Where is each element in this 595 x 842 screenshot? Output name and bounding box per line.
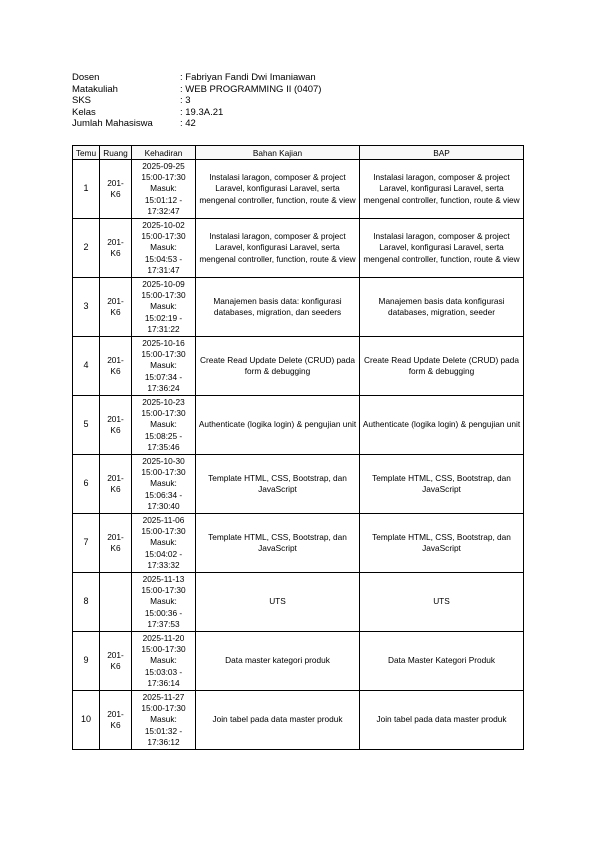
cell-bap: Authenticate (logika login) & pengujian unit xyxy=(360,396,524,455)
sks-row xyxy=(72,95,321,107)
cell-kehadiran xyxy=(132,632,196,691)
kehadiran-masuk: 15:02:19 - xyxy=(144,312,183,323)
kehadiran-keluar: 17:30:40 xyxy=(147,500,180,511)
dosen-value: : Fabriyan Fandi Dwi Imaniawan xyxy=(180,72,316,83)
cell-bahan-kajian: Data master kategori produk xyxy=(196,632,360,691)
course-info xyxy=(72,72,321,130)
kehadiran-jam: 15:00-17:30 xyxy=(141,290,186,301)
table-row xyxy=(73,278,524,337)
cell-ruang: 201- K6 xyxy=(100,396,132,455)
kehadiran-keluar: 17:37:53 xyxy=(147,618,180,629)
table-row xyxy=(73,396,524,455)
sks-value: : 3 xyxy=(180,95,191,107)
dosen-row xyxy=(72,72,321,84)
kehadiran-masuk: 15:07:34 - xyxy=(144,371,183,382)
cell-ruang: 201- K6 xyxy=(100,514,132,573)
cell-bahan-kajian: UTS xyxy=(196,573,360,632)
cell-temu: 5 xyxy=(73,396,100,455)
cell-bap: Manajemen basis data konfigurasi databases, migration, seeder xyxy=(360,278,524,337)
table-row xyxy=(73,632,524,691)
cell-bahan-kajian: Template HTML, CSS, Bootstrap, dan JavaScript xyxy=(196,514,360,573)
cell-temu: 3 xyxy=(73,278,100,337)
kehadiran-masuk-label: Masuk: xyxy=(150,714,177,725)
kehadiran-keluar: 17:35:46 xyxy=(147,441,180,452)
cell-temu: 9 xyxy=(73,632,100,691)
cell-bahan-kajian: Join tabel pada data master produk xyxy=(196,691,360,750)
cell-ruang: 201- K6 xyxy=(100,160,132,219)
cell-kehadiran xyxy=(132,455,196,514)
kehadiran-jam: 15:00-17:30 xyxy=(141,644,186,655)
header-ruang: Ruang xyxy=(100,146,132,160)
kehadiran-masuk: 15:04:53 - xyxy=(144,253,183,264)
cell-bap: Template HTML, CSS, Bootstrap, dan JavaScript xyxy=(360,514,524,573)
kehadiran-jam: 15:00-17:30 xyxy=(141,585,186,596)
jumlah-row xyxy=(72,118,321,130)
cell-bap: Data Master Kategori Produk xyxy=(360,632,524,691)
kehadiran-tanggal: 2025-09-25 xyxy=(142,160,185,171)
kehadiran-jam: 15:00-17:30 xyxy=(141,526,186,537)
kehadiran-tanggal: 2025-11-13 xyxy=(142,573,185,584)
kehadiran-jam: 15:00-17:30 xyxy=(141,349,186,360)
cell-bahan-kajian: Template HTML, CSS, Bootstrap, dan JavaScript xyxy=(196,455,360,514)
kehadiran-masuk: 15:08:25 - xyxy=(144,430,183,441)
matakuliah-value: : WEB PROGRAMMING II (0407) xyxy=(180,83,322,95)
header-temu: Temu xyxy=(73,146,100,160)
kehadiran-masuk-label: Masuk: xyxy=(150,419,177,430)
kehadiran-jam: 15:00-17:30 xyxy=(141,231,186,242)
kehadiran-masuk: 15:04:02 - xyxy=(144,548,183,559)
cell-ruang: 201- K6 xyxy=(100,691,132,750)
sks-label: SKS xyxy=(72,95,92,107)
kehadiran-masuk: 15:01:12 - xyxy=(144,194,183,205)
kehadiran-masuk-label: Masuk: xyxy=(150,301,177,312)
kehadiran-tanggal: 2025-11-20 xyxy=(142,632,185,643)
kehadiran-jam: 15:00-17:30 xyxy=(141,408,186,419)
cell-ruang: 201- K6 xyxy=(100,337,132,396)
kehadiran-masuk-label: Masuk: xyxy=(150,655,177,666)
kelas-value: : 19.3A.21 xyxy=(180,106,224,118)
cell-temu: 1 xyxy=(73,160,100,219)
cell-bap: Template HTML, CSS, Bootstrap, dan JavaScript xyxy=(360,455,524,514)
matakuliah-row xyxy=(72,84,321,96)
cell-ruang: 201- K6 xyxy=(100,278,132,337)
table-row xyxy=(73,337,524,396)
cell-kehadiran xyxy=(132,514,196,573)
kehadiran-tanggal: 2025-11-06 xyxy=(142,514,185,525)
header-kehadiran: Kehadiran xyxy=(132,146,196,160)
cell-ruang xyxy=(100,573,132,632)
cell-ruang: 201- K6 xyxy=(100,632,132,691)
header-bahan-kajian: Bahan Kajian xyxy=(196,146,360,160)
kehadiran-keluar: 17:32:47 xyxy=(147,205,180,216)
kehadiran-masuk-label: Masuk: xyxy=(150,183,177,194)
cell-bahan-kajian: Instalasi laragon, composer & project Laravel, konfigurasi Laravel, serta mengenal controller, function, route & view xyxy=(196,160,360,219)
cell-kehadiran xyxy=(132,219,196,278)
cell-temu: 7 xyxy=(73,514,100,573)
cell-bahan-kajian: Authenticate (logika login) & pengujian unit xyxy=(196,396,360,455)
cell-bap: Create Read Update Delete (CRUD) pada form & debugging xyxy=(360,337,524,396)
kehadiran-jam: 15:00-17:30 xyxy=(141,172,186,183)
jumlah-value: : 42 xyxy=(180,118,196,130)
cell-kehadiran xyxy=(132,573,196,632)
kehadiran-jam: 15:00-17:30 xyxy=(141,703,186,714)
jumlah-label: Jumlah Mahasiswa xyxy=(72,118,153,130)
cell-bahan-kajian: Manajemen basis data: konfigurasi databases, migration, dan seeders xyxy=(196,278,360,337)
cell-bahan-kajian: Create Read Update Delete (CRUD) pada form & debugging xyxy=(196,337,360,396)
table-row xyxy=(73,573,524,632)
attendance-table xyxy=(72,145,524,750)
kehadiran-tanggal: 2025-10-30 xyxy=(142,455,185,466)
cell-temu: 8 xyxy=(73,573,100,632)
header-bap: BAP xyxy=(360,146,524,160)
kehadiran-masuk: 15:03:03 - xyxy=(144,666,183,677)
cell-bap: Join tabel pada data master produk xyxy=(360,691,524,750)
cell-temu: 4 xyxy=(73,337,100,396)
cell-ruang: 201- K6 xyxy=(100,219,132,278)
kehadiran-tanggal: 2025-10-16 xyxy=(142,337,185,348)
kehadiran-masuk-label: Masuk: xyxy=(150,596,177,607)
kehadiran-tanggal: 2025-11-27 xyxy=(142,691,185,702)
cell-kehadiran xyxy=(132,337,196,396)
kehadiran-keluar: 17:36:14 xyxy=(147,677,180,688)
cell-kehadiran xyxy=(132,396,196,455)
cell-temu: 2 xyxy=(73,219,100,278)
matakuliah-label: Matakuliah xyxy=(72,83,118,95)
kehadiran-keluar: 17:31:22 xyxy=(147,323,180,334)
cell-bap: UTS xyxy=(360,573,524,632)
kehadiran-masuk: 15:01:32 - xyxy=(144,725,183,736)
kehadiran-keluar: 17:31:47 xyxy=(147,264,180,275)
table-row xyxy=(73,691,524,750)
kelas-row xyxy=(72,107,321,119)
kehadiran-keluar: 17:36:24 xyxy=(147,382,180,393)
kehadiran-masuk-label: Masuk: xyxy=(150,478,177,489)
table-body xyxy=(73,160,524,750)
table-header-row xyxy=(73,146,524,160)
kehadiran-masuk-label: Masuk: xyxy=(150,537,177,548)
kehadiran-masuk: 15:06:34 - xyxy=(144,489,183,500)
cell-temu: 6 xyxy=(73,455,100,514)
kehadiran-tanggal: 2025-10-09 xyxy=(142,278,185,289)
kelas-label: Kelas xyxy=(72,106,96,118)
table-row xyxy=(73,160,524,219)
kehadiran-tanggal: 2025-10-23 xyxy=(142,396,185,407)
cell-kehadiran xyxy=(132,691,196,750)
kehadiran-masuk-label: Masuk: xyxy=(150,360,177,371)
cell-bahan-kajian: Instalasi laragon, composer & project Laravel, konfigurasi Laravel, serta mengenal controller, function, route & view xyxy=(196,219,360,278)
cell-ruang: 201- K6 xyxy=(100,455,132,514)
cell-kehadiran xyxy=(132,278,196,337)
cell-bap: Instalasi laragon, composer & project Laravel, konfigurasi Laravel, serta mengenal controller, function, route & view xyxy=(360,219,524,278)
cell-bap: Instalasi laragon, composer & project Laravel, konfigurasi Laravel, serta mengenal controller, function, route & view xyxy=(360,160,524,219)
dosen-label: Dosen xyxy=(72,72,100,83)
table-row xyxy=(73,514,524,573)
cell-kehadiran xyxy=(132,160,196,219)
kehadiran-masuk: 15:00:36 - xyxy=(144,607,183,618)
kehadiran-masuk-label: Masuk: xyxy=(150,242,177,253)
kehadiran-keluar: 17:33:32 xyxy=(147,559,180,570)
kehadiran-jam: 15:00-17:30 xyxy=(141,467,186,478)
kehadiran-tanggal: 2025-10-02 xyxy=(142,219,185,230)
table-row xyxy=(73,455,524,514)
kehadiran-keluar: 17:36:12 xyxy=(147,736,180,747)
cell-temu: 10 xyxy=(73,691,100,750)
table-row xyxy=(73,219,524,278)
